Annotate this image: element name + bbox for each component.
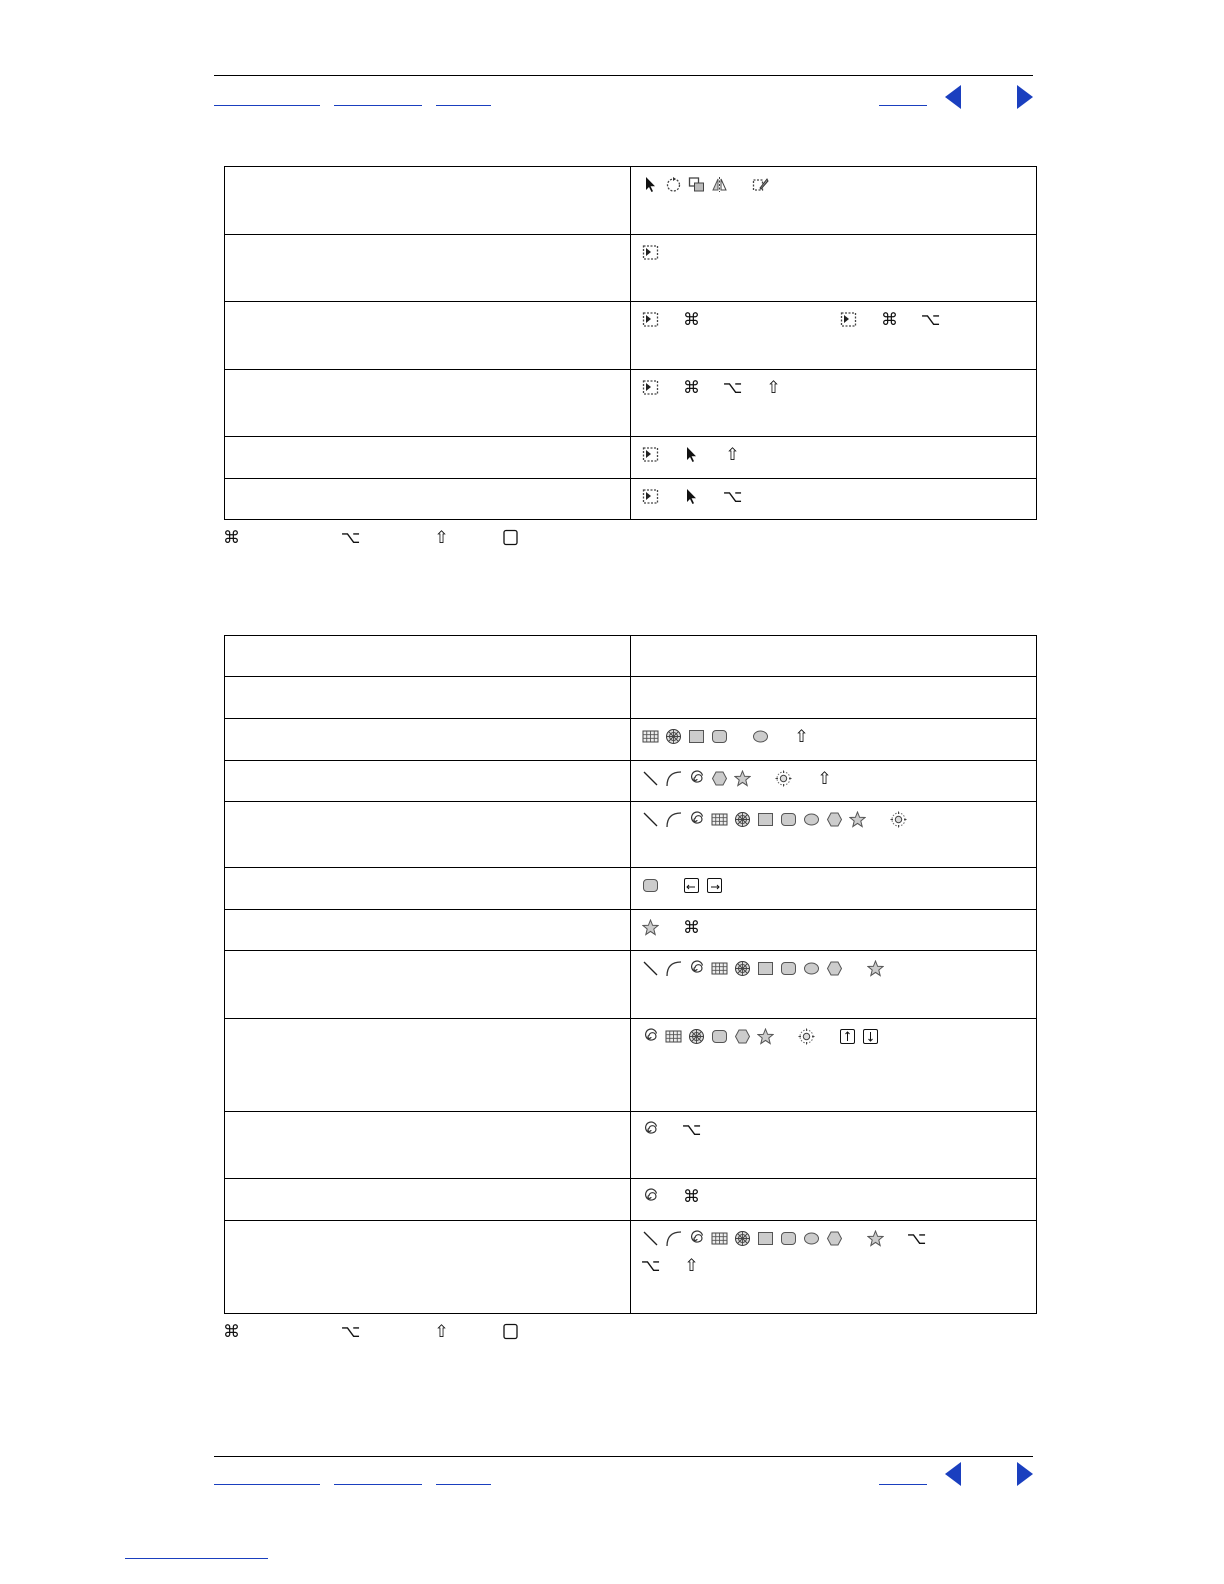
table-row xyxy=(225,479,1037,520)
shortcut-cell xyxy=(631,1019,1037,1112)
table-row xyxy=(225,1112,1037,1179)
shortcut-table-shapes xyxy=(224,635,1037,1314)
next-page-arrow-icon[interactable] xyxy=(1017,1462,1033,1486)
action-cell xyxy=(225,719,631,761)
rounded-rect-icon xyxy=(779,1229,798,1248)
action-cell xyxy=(225,302,631,370)
table-row xyxy=(225,802,1037,868)
rounded-rect-icon xyxy=(641,876,660,895)
rect-icon xyxy=(687,727,706,746)
table-row xyxy=(225,910,1037,951)
shift-icon: ⇧ xyxy=(684,1256,699,1275)
shortcut-cell xyxy=(631,167,1037,235)
flare-icon xyxy=(797,1027,816,1046)
footer-bottom-link[interactable] xyxy=(125,1558,268,1559)
down-key-icon xyxy=(861,1027,880,1046)
table-row xyxy=(225,302,1037,370)
star-icon xyxy=(866,1229,885,1248)
polygon-icon xyxy=(825,1229,844,1248)
shortcut-cell xyxy=(631,1179,1037,1221)
star-icon xyxy=(641,918,660,937)
reflect-icon xyxy=(710,175,729,194)
command-icon: ⌘ xyxy=(223,1322,240,1341)
action-cell xyxy=(225,1112,631,1179)
shift-icon: ⇧ xyxy=(794,727,809,746)
shortcut-cell xyxy=(631,910,1037,951)
shortcut-cell xyxy=(631,1112,1037,1179)
command-icon: ⌘ xyxy=(683,378,700,397)
scale-icon xyxy=(687,175,706,194)
action-cell xyxy=(225,951,631,1019)
rounded-rect-icon xyxy=(710,1027,729,1046)
blend-icon xyxy=(641,487,660,506)
control-icon xyxy=(501,528,520,547)
spiral-icon xyxy=(641,1027,660,1046)
shortcut-icons xyxy=(641,918,1026,937)
shortcut-cell xyxy=(631,479,1037,520)
free-transform-icon xyxy=(751,175,770,194)
flare-icon xyxy=(774,769,793,788)
table-row xyxy=(225,868,1037,910)
table-row xyxy=(225,1179,1037,1221)
grid-icon xyxy=(710,810,729,829)
grid-icon xyxy=(710,959,729,978)
previous-page-arrow-icon[interactable] xyxy=(945,1462,961,1486)
shortcut-icons xyxy=(641,959,1026,978)
grid-icon xyxy=(664,1027,683,1046)
action-cell xyxy=(225,677,631,719)
shortcut-icons xyxy=(641,1120,1026,1139)
shortcut-icons xyxy=(641,1229,1026,1275)
header-right-link[interactable] xyxy=(879,105,927,106)
shortcut-cell xyxy=(631,677,1037,719)
line-icon xyxy=(641,959,660,978)
up-key-icon xyxy=(838,1027,857,1046)
rect-icon xyxy=(756,810,775,829)
control-icon xyxy=(501,1322,520,1341)
shift-icon: ⇧ xyxy=(817,769,832,788)
ellipse-icon xyxy=(802,810,821,829)
shortcut-cell xyxy=(631,370,1037,437)
table-row xyxy=(225,761,1037,802)
ellipse-icon xyxy=(802,1229,821,1248)
rounded-rect-icon xyxy=(779,810,798,829)
rotate-icon xyxy=(664,175,683,194)
blend-icon xyxy=(641,243,660,262)
shortcut-cell xyxy=(631,719,1037,761)
shift-icon: ⇧ xyxy=(766,378,781,397)
arc-icon xyxy=(664,1229,683,1248)
shortcut-icons xyxy=(641,175,1026,194)
action-cell xyxy=(225,1179,631,1221)
action-cell xyxy=(225,479,631,520)
spiral-icon xyxy=(641,1120,660,1139)
polygon-icon xyxy=(825,810,844,829)
left-key-icon xyxy=(682,876,701,895)
action-cell xyxy=(225,761,631,802)
arc-icon xyxy=(664,810,683,829)
rounded-rect-icon xyxy=(710,727,729,746)
option-icon: ⌥ xyxy=(920,310,941,329)
polygon-icon xyxy=(710,769,729,788)
shortcut-icons xyxy=(641,378,1026,397)
blend-icon xyxy=(641,378,660,397)
option-icon: ⌥ xyxy=(681,1120,702,1139)
shortcut-icons xyxy=(641,487,1026,506)
line-icon xyxy=(641,1229,660,1248)
option-icon: ⌥ xyxy=(906,1229,927,1248)
table-row xyxy=(225,951,1037,1019)
footer-nav-link-3[interactable] xyxy=(436,1484,491,1485)
grid-icon xyxy=(710,1229,729,1248)
table-row xyxy=(225,719,1037,761)
star-icon xyxy=(866,959,885,978)
right-key-icon xyxy=(705,876,724,895)
spiral-icon xyxy=(641,1187,660,1206)
shortcut-cell xyxy=(631,1221,1037,1314)
modifier-key-legend xyxy=(222,1322,520,1341)
rect-icon xyxy=(756,959,775,978)
polar-grid-icon xyxy=(733,810,752,829)
previous-page-arrow-icon[interactable] xyxy=(945,85,961,109)
action-cell xyxy=(225,1221,631,1314)
action-cell xyxy=(225,235,631,302)
polygon-icon xyxy=(825,959,844,978)
footer-rule xyxy=(214,1456,1033,1457)
option-icon: ⌥ xyxy=(640,1256,661,1275)
table-row xyxy=(225,636,1037,677)
command-icon: ⌘ xyxy=(881,310,898,329)
table-row xyxy=(225,167,1037,235)
footer-right-link[interactable] xyxy=(879,1484,927,1485)
header-rule xyxy=(214,75,1033,76)
command-icon: ⌘ xyxy=(683,918,700,937)
spiral-icon xyxy=(687,959,706,978)
blend-icon xyxy=(641,445,660,464)
table-row xyxy=(225,1221,1037,1314)
table-row xyxy=(225,370,1037,437)
selection-icon xyxy=(641,175,660,194)
spiral-icon xyxy=(687,1229,706,1248)
header-nav-link-2[interactable] xyxy=(334,105,422,106)
shortcut-icons xyxy=(641,1187,1026,1206)
polar-grid-icon xyxy=(687,1027,706,1046)
option-icon: ⌥ xyxy=(722,378,743,397)
polar-grid-icon xyxy=(733,1229,752,1248)
rounded-rect-icon xyxy=(779,959,798,978)
command-icon: ⌘ xyxy=(683,310,700,329)
arc-icon xyxy=(664,959,683,978)
flare-icon xyxy=(889,810,908,829)
line-icon xyxy=(641,810,660,829)
selection-icon xyxy=(682,445,701,464)
next-page-arrow-icon[interactable] xyxy=(1017,85,1033,109)
polar-grid-icon xyxy=(664,727,683,746)
shortcut-cell xyxy=(631,437,1037,479)
blend-icon xyxy=(839,310,858,329)
option-icon: ⌥ xyxy=(340,528,361,547)
command-icon: ⌘ xyxy=(223,528,240,547)
shortcut-icons xyxy=(641,769,1026,788)
footer-nav-link-1[interactable] xyxy=(214,1484,320,1485)
grid-icon xyxy=(641,727,660,746)
ellipse-icon xyxy=(751,727,770,746)
header-nav-link-3[interactable] xyxy=(436,105,491,106)
header-nav-link-1[interactable] xyxy=(214,105,320,106)
shortcut-table-transform xyxy=(224,166,1037,520)
polygon-icon xyxy=(733,1027,752,1046)
option-icon: ⌥ xyxy=(722,487,743,506)
table-row xyxy=(225,677,1037,719)
action-cell xyxy=(225,802,631,868)
selection-icon xyxy=(682,487,701,506)
polar-grid-icon xyxy=(733,959,752,978)
shortcut-icons xyxy=(641,876,1026,895)
command-icon: ⌘ xyxy=(683,1187,700,1206)
blend-icon xyxy=(641,310,660,329)
shortcut-icons xyxy=(641,727,1026,746)
star-icon xyxy=(848,810,867,829)
action-cell xyxy=(225,1019,631,1112)
arc-icon xyxy=(664,769,683,788)
spiral-icon xyxy=(687,810,706,829)
shortcut-cell xyxy=(631,235,1037,302)
spiral-icon xyxy=(687,769,706,788)
star-icon xyxy=(733,769,752,788)
shortcut-cell xyxy=(631,802,1037,868)
shortcut-icons xyxy=(641,310,1026,329)
shortcut-icons xyxy=(641,810,1026,829)
rect-icon xyxy=(756,1229,775,1248)
star-icon xyxy=(756,1027,775,1046)
action-cell xyxy=(225,910,631,951)
shift-icon: ⇧ xyxy=(434,1322,449,1341)
shortcut-cell xyxy=(631,951,1037,1019)
shortcut-cell xyxy=(631,636,1037,677)
table-row xyxy=(225,437,1037,479)
footer-nav-link-2[interactable] xyxy=(334,1484,422,1485)
ellipse-icon xyxy=(802,959,821,978)
shortcut-cell xyxy=(631,868,1037,910)
modifier-key-legend xyxy=(222,528,520,547)
shift-icon: ⇧ xyxy=(725,445,740,464)
action-cell xyxy=(225,868,631,910)
shift-icon: ⇧ xyxy=(434,528,449,547)
option-icon: ⌥ xyxy=(340,1322,361,1341)
action-cell xyxy=(225,437,631,479)
shortcut-icons xyxy=(641,445,1026,464)
action-cell xyxy=(225,167,631,235)
line-icon xyxy=(641,769,660,788)
table-row xyxy=(225,1019,1037,1112)
action-cell xyxy=(225,370,631,437)
shortcut-icons xyxy=(641,1027,1026,1046)
shortcut-icons xyxy=(641,243,1026,262)
table-row xyxy=(225,235,1037,302)
shortcut-cell xyxy=(631,302,1037,370)
action-cell xyxy=(225,636,631,677)
shortcut-cell xyxy=(631,761,1037,802)
